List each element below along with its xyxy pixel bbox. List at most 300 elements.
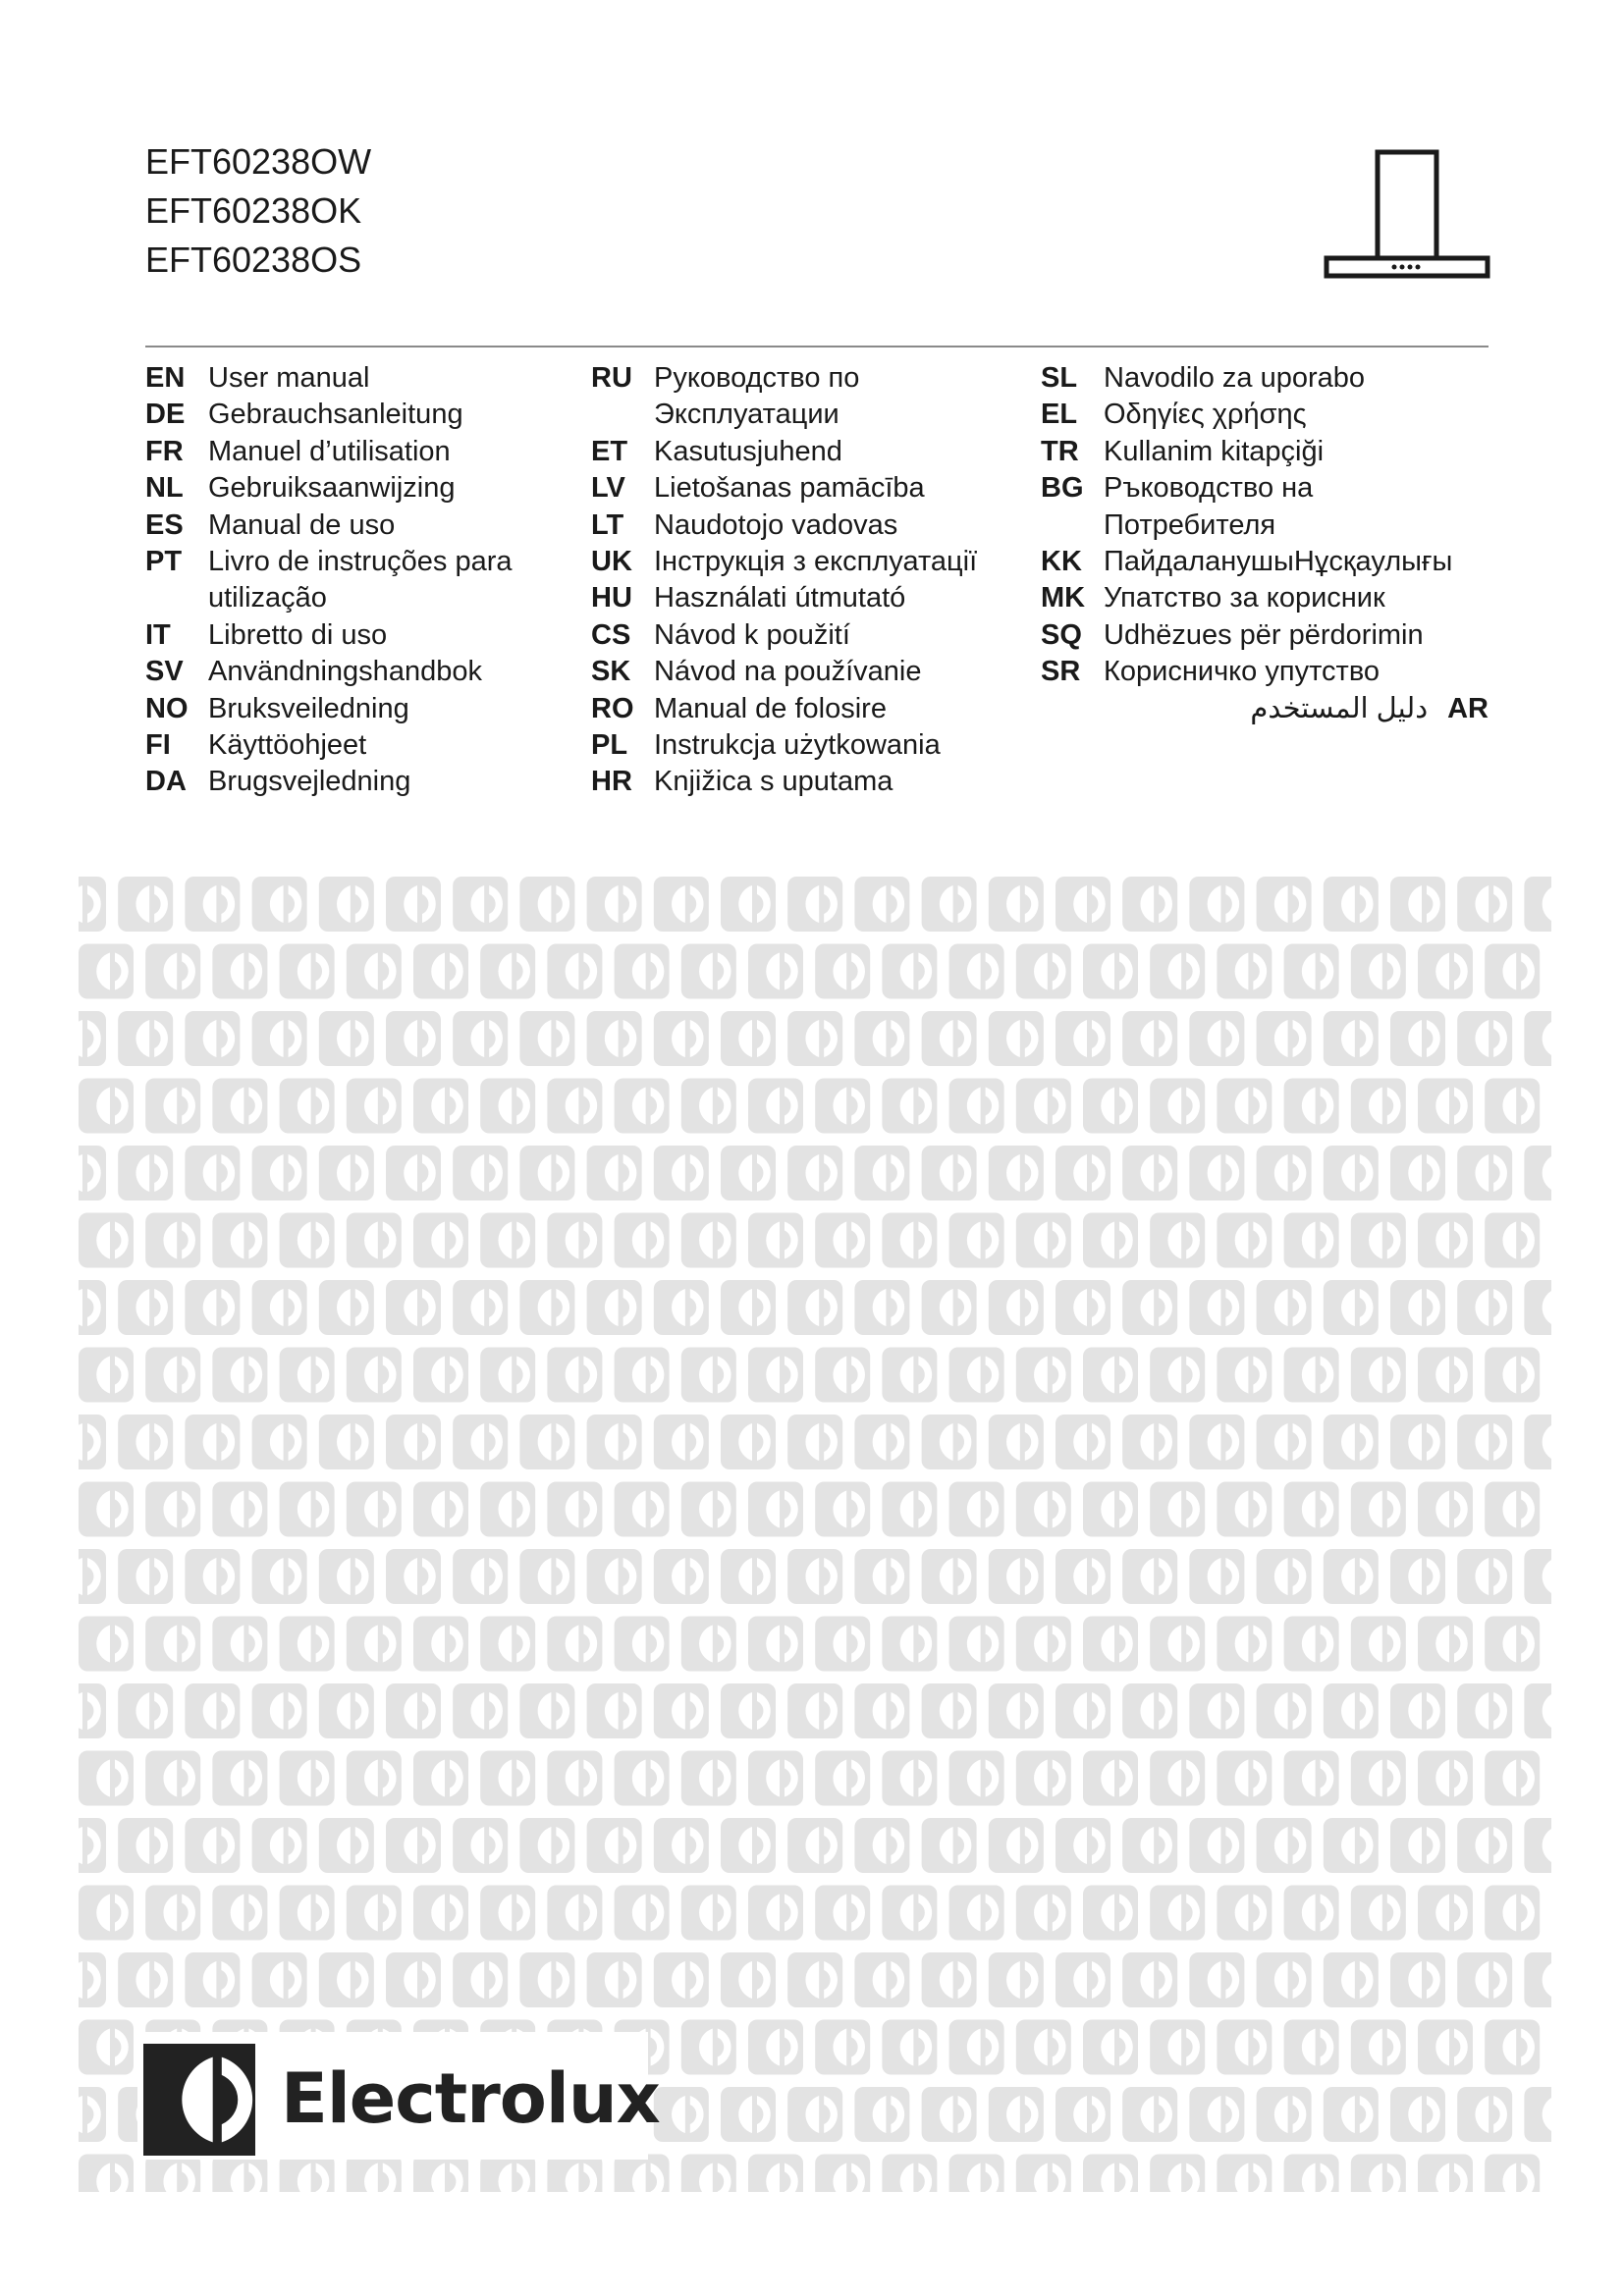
pattern-logo-icon xyxy=(922,877,977,932)
pattern-logo-icon xyxy=(280,1886,335,1941)
pattern-logo-icon xyxy=(519,1011,574,1066)
language-entry xyxy=(1041,617,1489,654)
pattern-logo-icon xyxy=(882,1886,937,1941)
pattern-logo-icon xyxy=(413,1751,468,1806)
language-entry xyxy=(591,691,977,727)
language-code: ET xyxy=(591,435,628,467)
pattern-logo-icon xyxy=(1122,1146,1177,1201)
pattern-logo-icon xyxy=(1189,1011,1244,1066)
pattern-logo-icon xyxy=(453,1146,508,1201)
pattern-logo-icon xyxy=(1257,1818,1312,1873)
pattern-logo-icon xyxy=(118,1683,173,1738)
pattern-logo-icon xyxy=(79,1617,134,1672)
pattern-logo-icon xyxy=(1257,1683,1312,1738)
pattern-logo-icon xyxy=(185,1952,240,2007)
pattern-logo-icon xyxy=(654,1952,709,2007)
pattern-logo-icon xyxy=(1056,877,1110,932)
language-code: HR xyxy=(591,766,632,798)
pattern-logo-icon xyxy=(212,1482,267,1537)
pattern-logo-icon xyxy=(587,1549,642,1604)
pattern-logo-icon xyxy=(615,1617,670,1672)
language-name: Manuel d’utilisation xyxy=(208,435,451,467)
language-entry xyxy=(591,544,977,580)
pattern-logo-icon xyxy=(815,1617,870,1672)
pattern-logo-icon xyxy=(1056,1683,1110,1738)
pattern-logo-icon xyxy=(1056,1011,1110,1066)
pattern-logo-icon xyxy=(1016,1482,1071,1537)
pattern-logo-icon xyxy=(1457,1952,1512,2007)
pattern-logo-icon xyxy=(547,1348,602,1403)
pattern-logo-icon xyxy=(212,1751,267,1806)
pattern-logo-icon xyxy=(1351,1617,1406,1672)
pattern-logo-icon xyxy=(413,2155,468,2193)
language-code: DA xyxy=(145,766,187,798)
pattern-logo-icon xyxy=(1418,2155,1473,2193)
pattern-logo-icon xyxy=(1150,1617,1205,1672)
pattern-logo-icon xyxy=(787,2087,842,2142)
language-code: PL xyxy=(591,729,628,762)
language-name: Instrukcja użytkowania xyxy=(654,729,941,762)
model-number: EFT60238OS xyxy=(145,240,362,280)
language-code: NO xyxy=(145,692,189,724)
pattern-logo-icon xyxy=(1257,1415,1312,1469)
pattern-logo-icon xyxy=(319,1818,374,1873)
pattern-logo-icon xyxy=(1083,2155,1138,2193)
pattern-logo-icon xyxy=(347,1079,402,1134)
pattern-logo-icon xyxy=(1284,1617,1339,1672)
pattern-logo-icon xyxy=(480,1482,535,1537)
language-name: Brugsvejledning xyxy=(208,766,411,798)
pattern-logo-icon xyxy=(681,1617,736,1672)
pattern-logo-icon xyxy=(453,1280,508,1335)
pattern-logo-icon xyxy=(185,1415,240,1469)
pattern-logo-icon xyxy=(79,877,106,932)
pattern-logo-icon xyxy=(1257,877,1312,932)
pattern-logo-icon xyxy=(185,877,240,932)
pattern-logo-icon xyxy=(1189,2087,1244,2142)
pattern-logo-icon xyxy=(1324,1952,1379,2007)
pattern-logo-icon xyxy=(681,944,736,999)
pattern-logo-icon xyxy=(654,1415,709,1469)
language-entry xyxy=(591,617,977,654)
language-name: Libretto di uso xyxy=(208,618,388,651)
pattern-logo-icon xyxy=(1056,1415,1110,1469)
pattern-logo-icon xyxy=(1418,944,1473,999)
language-name: Bruksveiledning xyxy=(208,692,409,724)
language-name: Manual de uso xyxy=(208,508,396,541)
pattern-logo-icon xyxy=(854,1280,909,1335)
pattern-logo-icon xyxy=(882,1482,937,1537)
pattern-logo-icon xyxy=(1189,1952,1244,2007)
logo-pattern-background xyxy=(79,877,1551,2192)
pattern-logo-icon xyxy=(922,1952,977,2007)
pattern-logo-icon xyxy=(949,1079,1004,1134)
pattern-logo-icon xyxy=(519,877,574,932)
pattern-logo-icon xyxy=(1524,1415,1551,1469)
pattern-logo-icon xyxy=(1524,1818,1551,1873)
language-code: FR xyxy=(145,435,184,467)
pattern-logo-icon xyxy=(587,1146,642,1201)
pattern-logo-icon xyxy=(1284,1079,1339,1134)
pattern-logo-icon xyxy=(386,1280,441,1335)
pattern-logo-icon xyxy=(1016,1348,1071,1403)
pattern-logo-icon xyxy=(1016,2020,1071,2075)
pattern-logo-icon xyxy=(854,1415,909,1469)
pattern-logo-icon xyxy=(654,2087,709,2142)
pattern-logo-icon xyxy=(1485,1482,1540,1537)
pattern-logo-icon xyxy=(1324,2087,1379,2142)
pattern-logo-icon xyxy=(79,1818,106,1873)
language-entry xyxy=(591,397,977,433)
pattern-logo-icon xyxy=(1056,2087,1110,2142)
pattern-logo-icon xyxy=(480,1079,535,1134)
pattern-logo-icon xyxy=(748,1751,803,1806)
pattern-logo-icon xyxy=(721,1011,776,1066)
language-entry xyxy=(145,360,513,397)
pattern-logo-icon xyxy=(252,1011,307,1066)
pattern-logo-icon xyxy=(347,2155,402,2193)
pattern-logo-icon xyxy=(654,877,709,932)
pattern-logo-icon xyxy=(949,1213,1004,1268)
pattern-logo-icon xyxy=(1083,944,1138,999)
model-list xyxy=(145,137,371,285)
pattern-logo-icon xyxy=(748,944,803,999)
pattern-logo-icon xyxy=(815,944,870,999)
pattern-logo-icon xyxy=(1284,944,1339,999)
language-code: SL xyxy=(1041,362,1078,394)
pattern-logo-icon xyxy=(280,944,335,999)
pattern-logo-icon xyxy=(949,2020,1004,2075)
pattern-logo-icon xyxy=(413,944,468,999)
pattern-logo-icon xyxy=(347,1886,402,1941)
pattern-logo-icon xyxy=(1122,1549,1177,1604)
pattern-logo-icon xyxy=(989,1549,1044,1604)
pattern-logo-icon xyxy=(654,1818,709,1873)
pattern-logo-icon xyxy=(1189,1146,1244,1201)
language-name: User manual xyxy=(208,362,370,394)
pattern-logo-icon xyxy=(1324,1280,1379,1335)
pattern-logo-icon xyxy=(453,877,508,932)
pattern-logo-icon xyxy=(1324,1683,1379,1738)
pattern-logo-icon xyxy=(949,1886,1004,1941)
pattern-logo-icon xyxy=(252,1952,307,2007)
pattern-logo-icon xyxy=(519,1683,574,1738)
pattern-logo-icon xyxy=(79,944,134,999)
language-name: Udhëzues për përdorimin xyxy=(1104,618,1424,651)
pattern-logo-icon xyxy=(1457,1280,1512,1335)
pattern-logo-icon xyxy=(815,1348,870,1403)
pattern-logo-icon xyxy=(145,1348,200,1403)
pattern-logo-icon xyxy=(681,1482,736,1537)
pattern-logo-icon xyxy=(347,944,402,999)
pattern-logo-icon xyxy=(1284,1348,1339,1403)
pattern-logo-icon xyxy=(1083,1751,1138,1806)
pattern-logo-icon xyxy=(1150,1482,1205,1537)
pattern-logo-icon xyxy=(79,2155,134,2193)
pattern-logo-icon xyxy=(1390,877,1445,932)
pattern-logo-icon xyxy=(1485,944,1540,999)
pattern-logo-icon xyxy=(1284,1751,1339,1806)
pattern-logo-icon xyxy=(748,1213,803,1268)
pattern-logo-icon xyxy=(319,1952,374,2007)
pattern-logo-icon xyxy=(280,2155,335,2193)
language-name: Användningshandbok xyxy=(208,656,482,688)
pattern-logo-icon xyxy=(1257,1280,1312,1335)
pattern-logo-icon xyxy=(1150,1751,1205,1806)
pattern-logo-icon xyxy=(1324,1415,1379,1469)
pattern-logo-icon xyxy=(787,1146,842,1201)
pattern-logo-icon xyxy=(882,2020,937,2075)
pattern-logo-icon xyxy=(347,1213,402,1268)
pattern-logo-icon xyxy=(79,1280,106,1335)
pattern-logo-icon xyxy=(453,1549,508,1604)
pattern-logo-icon xyxy=(587,1818,642,1873)
pattern-logo-icon xyxy=(413,1617,468,1672)
pattern-logo-icon xyxy=(1284,1482,1339,1537)
pattern-logo-icon xyxy=(949,1482,1004,1537)
pattern-logo-icon xyxy=(949,2155,1004,2193)
language-entry xyxy=(145,397,513,433)
language-entry xyxy=(145,764,513,800)
pattern-logo-icon xyxy=(386,1818,441,1873)
pattern-logo-icon xyxy=(1390,1818,1445,1873)
language-code: UK xyxy=(591,546,632,578)
pattern-logo-icon xyxy=(654,1683,709,1738)
pattern-logo-icon xyxy=(1083,1617,1138,1672)
pattern-logo-icon xyxy=(1083,1482,1138,1537)
pattern-logo-icon xyxy=(1390,1549,1445,1604)
pattern-logo-icon xyxy=(79,1146,106,1201)
pattern-logo-icon xyxy=(547,1079,602,1134)
pattern-logo-icon xyxy=(1390,1415,1445,1469)
pattern-logo-icon xyxy=(280,1617,335,1672)
pattern-logo-icon xyxy=(386,1549,441,1604)
pattern-logo-icon xyxy=(815,2155,870,2193)
pattern-logo-icon xyxy=(949,1348,1004,1403)
language-entry xyxy=(591,434,977,470)
pattern-logo-icon xyxy=(1351,1213,1406,1268)
pattern-logo-icon xyxy=(118,1146,173,1201)
pattern-logo-icon xyxy=(989,1280,1044,1335)
pattern-logo-icon xyxy=(547,2155,602,2193)
pattern-logo-icon xyxy=(922,1549,977,1604)
pattern-logo-icon xyxy=(787,1011,842,1066)
pattern-logo-icon xyxy=(79,1011,106,1066)
pattern-logo-icon xyxy=(1457,1683,1512,1738)
pattern-logo-icon xyxy=(1485,1617,1540,1672)
pattern-logo-icon xyxy=(854,1683,909,1738)
pattern-logo-icon xyxy=(212,2155,267,2193)
pattern-logo-icon xyxy=(1457,1146,1512,1201)
language-code: KK xyxy=(1041,546,1082,578)
pattern-logo-icon xyxy=(615,1348,670,1403)
pattern-logo-icon xyxy=(453,1011,508,1066)
language-code: BG xyxy=(1041,472,1084,505)
pattern-logo-icon xyxy=(1284,2155,1339,2193)
pattern-logo-icon xyxy=(882,1079,937,1134)
pattern-logo-icon xyxy=(815,1079,870,1134)
pattern-logo-icon xyxy=(519,1280,574,1335)
language-code: ES xyxy=(145,508,184,541)
language-code: AR xyxy=(1447,692,1489,724)
pattern-logo-icon xyxy=(413,1482,468,1537)
pattern-logo-icon xyxy=(882,1213,937,1268)
pattern-logo-icon xyxy=(882,1348,937,1403)
pattern-logo-icon xyxy=(1056,1818,1110,1873)
pattern-logo-icon xyxy=(787,1549,842,1604)
pattern-logo-icon xyxy=(854,877,909,932)
pattern-logo-icon xyxy=(1351,1482,1406,1537)
language-entry xyxy=(591,360,977,397)
pattern-logo-icon xyxy=(118,1549,173,1604)
language-name: Ръководство на xyxy=(1104,472,1314,505)
language-code xyxy=(591,397,654,433)
pattern-logo-icon xyxy=(386,1952,441,2007)
pattern-logo-icon xyxy=(787,1280,842,1335)
pattern-logo-icon xyxy=(1189,877,1244,932)
pattern-logo-icon xyxy=(547,944,602,999)
pattern-logo-icon xyxy=(1056,1280,1110,1335)
pattern-logo-icon xyxy=(185,1549,240,1604)
pattern-logo-icon xyxy=(79,2087,106,2142)
pattern-logo-icon xyxy=(1524,877,1551,932)
pattern-logo-icon xyxy=(1524,1549,1551,1604)
language-name: Käyttöohjeet xyxy=(208,729,367,762)
pattern-logo-icon xyxy=(1016,1886,1071,1941)
pattern-logo-icon xyxy=(347,1617,402,1672)
language-code: DE xyxy=(145,399,186,431)
pattern-logo-icon xyxy=(118,1952,173,2007)
pattern-logo-icon xyxy=(1284,1886,1339,1941)
pattern-logo-icon xyxy=(185,1818,240,1873)
pattern-logo-icon xyxy=(319,877,374,932)
header-divider xyxy=(145,346,1489,347)
pattern-logo-icon xyxy=(1257,1549,1312,1604)
pattern-logo-icon xyxy=(185,1011,240,1066)
pattern-logo-icon xyxy=(1217,944,1272,999)
pattern-logo-icon xyxy=(615,1213,670,1268)
pattern-logo-icon xyxy=(547,1617,602,1672)
pattern-logo-icon xyxy=(547,1886,602,1941)
pattern-logo-icon xyxy=(1485,1079,1540,1134)
pattern-logo-icon xyxy=(319,1415,374,1469)
language-entry xyxy=(145,544,513,580)
pattern-logo-icon xyxy=(989,877,1044,932)
pattern-logo-icon xyxy=(854,1952,909,2007)
pattern-logo-icon xyxy=(721,877,776,932)
pattern-logo-icon xyxy=(145,1886,200,1941)
pattern-logo-icon xyxy=(386,1683,441,1738)
pattern-logo-icon xyxy=(654,1011,709,1066)
pattern-logo-icon xyxy=(587,877,642,932)
pattern-logo-icon xyxy=(79,1348,134,1403)
pattern-logo-icon xyxy=(1016,944,1071,999)
pattern-logo-icon xyxy=(453,1683,508,1738)
language-code: SK xyxy=(591,656,631,688)
pattern-logo-icon xyxy=(1150,2155,1205,2193)
pattern-logo-icon xyxy=(1390,2087,1445,2142)
pattern-logo-icon xyxy=(615,1079,670,1134)
pattern-logo-icon xyxy=(615,1886,670,1941)
pattern-logo-icon xyxy=(721,2087,776,2142)
pattern-logo-icon xyxy=(949,1617,1004,1672)
pattern-logo-icon xyxy=(319,1146,374,1201)
language-name: Návod na používanie xyxy=(654,656,922,688)
language-name: Návod k použití xyxy=(654,618,850,651)
pattern-logo-icon xyxy=(252,1549,307,1604)
pattern-logo-icon xyxy=(118,1415,173,1469)
pattern-logo-icon xyxy=(1524,1952,1551,2007)
pattern-logo-icon xyxy=(989,2087,1044,2142)
pattern-logo-icon xyxy=(748,2155,803,2193)
pattern-logo-icon xyxy=(1418,1482,1473,1537)
electrolux-logo-icon xyxy=(143,2044,255,2156)
pattern-logo-icon xyxy=(989,1683,1044,1738)
pattern-logo-icon xyxy=(1056,1146,1110,1201)
pattern-logo-icon xyxy=(787,1952,842,2007)
pattern-logo-icon xyxy=(480,2155,535,2193)
language-code: LT xyxy=(591,508,624,541)
language-name: Manual de folosire xyxy=(654,692,887,724)
pattern-logo-icon xyxy=(118,1818,173,1873)
pattern-logo-icon xyxy=(721,1415,776,1469)
language-code: CS xyxy=(591,618,631,651)
pattern-logo-icon xyxy=(1324,877,1379,932)
pattern-logo-icon xyxy=(989,1818,1044,1873)
pattern-logo-icon xyxy=(1390,1146,1445,1201)
pattern-logo-icon xyxy=(1485,1213,1540,1268)
pattern-logo-icon xyxy=(1217,2155,1272,2193)
pattern-logo-icon xyxy=(453,1952,508,2007)
language-entry xyxy=(1041,360,1489,397)
language-name: Gebrauchsanleitung xyxy=(208,399,463,431)
pattern-logo-icon xyxy=(1485,1348,1540,1403)
pattern-logo-icon xyxy=(1324,1818,1379,1873)
language-name: Navodilo za uporabo xyxy=(1104,362,1366,394)
pattern-logo-icon xyxy=(815,1751,870,1806)
pattern-logo-icon xyxy=(386,877,441,932)
language-name: Használati útmutató xyxy=(654,582,906,614)
pattern-logo-icon xyxy=(1150,1348,1205,1403)
pattern-logo-icon xyxy=(615,1482,670,1537)
language-name: Потребителя xyxy=(1104,508,1276,541)
pattern-logo-icon xyxy=(480,944,535,999)
pattern-logo-icon xyxy=(815,1886,870,1941)
language-entry xyxy=(1041,580,1489,616)
pattern-logo-icon xyxy=(145,944,200,999)
pattern-logo-icon xyxy=(787,1818,842,1873)
pattern-logo-icon xyxy=(1122,1818,1177,1873)
pattern-logo-icon xyxy=(1083,2020,1138,2075)
pattern-logo-icon xyxy=(1016,2155,1071,2193)
pattern-logo-icon xyxy=(922,2087,977,2142)
pattern-logo-icon xyxy=(453,1818,508,1873)
language-entry xyxy=(1041,434,1489,470)
pattern-logo-icon xyxy=(949,1751,1004,1806)
pattern-logo-icon xyxy=(347,1751,402,1806)
pattern-logo-icon xyxy=(118,877,173,932)
pattern-logo-icon xyxy=(922,1280,977,1335)
pattern-logo-icon xyxy=(615,944,670,999)
pattern-logo-icon xyxy=(654,1280,709,1335)
pattern-logo-icon xyxy=(118,1280,173,1335)
pattern-logo-icon xyxy=(519,1415,574,1469)
brand-name: Electrolux xyxy=(281,2058,660,2139)
language-entry xyxy=(145,727,513,764)
pattern-logo-icon xyxy=(453,1415,508,1469)
pattern-logo-icon xyxy=(681,2155,736,2193)
pattern-logo-icon xyxy=(587,1415,642,1469)
